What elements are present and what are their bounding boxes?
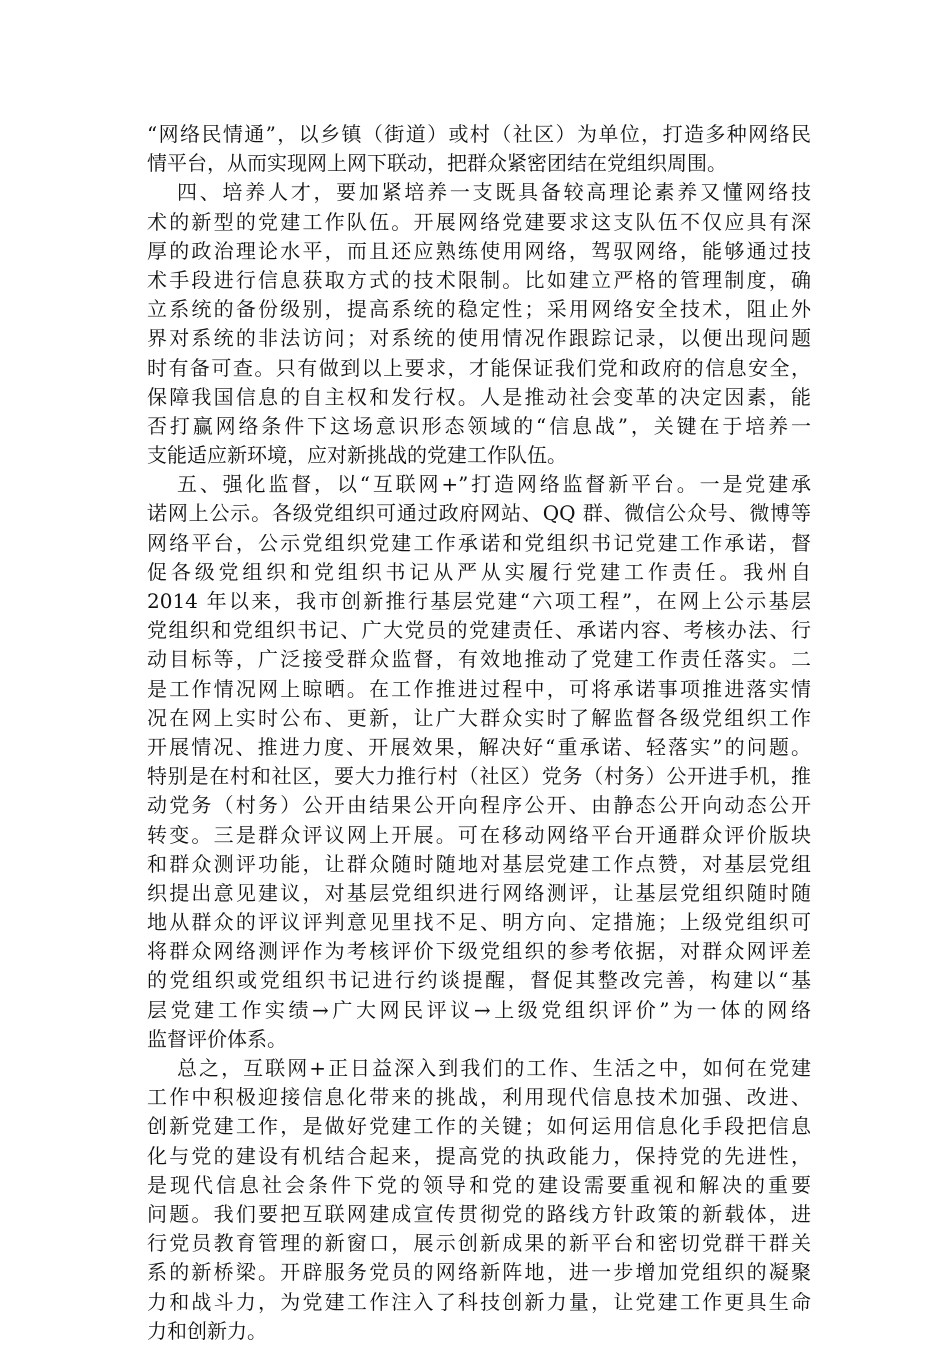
text-line: 转变。三是群众评议网上开展。可在移动网络平台开通群众评价版块 [147,822,811,847]
text-line: 动党务（村务）公开由结果公开向程序公开、由静态公开向动态公开 [147,793,811,818]
text-line: 力和创新力。 [147,1318,267,1343]
text-line: “网络民情通”，以乡镇（街道）或村（社区）为单位，打造多种网络民 [147,122,811,146]
text-line: 织提出意见建议，对基层党组织进行网络测评，让基层党组织随时随 [147,880,811,905]
text-line: 否打赢网络条件下这场意识形态领域的“信息战”，关键在于培养一 [147,413,811,438]
text-line: 行党员教育管理的新窗口，展示创新成果的新平台和密切党群干群关 [147,1231,811,1256]
text-line: 厚的政治理论水平，而且还应熟练使用网络，驾驭网络，能够通过技 [147,238,811,263]
text-line: 和群众测评功能，让群众随时随地对基层党建工作点赞，对基层党组 [147,851,811,876]
text-line: 术的新型的党建工作队伍。开展网络党建要求这支队伍不仅应具有深 [147,209,811,234]
text-line: 四、培养人才，要加紧培养一支既具备较高理论素养又懂网络技 [177,180,811,205]
text-line: 是现代信息社会条件下党的领导和党的建设需要重视和解决的重要 [147,1172,811,1197]
text-line: 网络平台，公示党组织党建工作承诺和党组织书记党建工作承诺，督 [147,530,811,555]
text-line: 监督评价体系。 [147,1026,287,1051]
text-line: 支能适应新环境，应对新挑战的党建工作队伍。 [147,443,567,468]
text-line: 五、强化监督，以“互联网+”打造网络监督新平台。一是党建承 [177,472,811,497]
text-line: 动目标等，广泛接受群众监督，有效地推动了党建工作责任落实。二 [147,647,811,672]
text-line: 地从群众的评议评判意见里找不足、明方向、定措施；上级党组织可 [147,910,811,935]
text-line: 工作中积极迎接信息化带来的挑战，利用现代信息技术加强、改进、 [147,1085,811,1110]
text-line: 将群众网络测评作为考核评价下级党组织的参考依据，对群众网评差 [147,939,811,964]
text-line: 立系统的备份级别，提高系统的稳定性；采用网络安全技术，阻止外 [147,297,811,322]
text-line: 层党建工作实绩→广大网民评议→上级党组织评价”为一体的网络 [147,997,811,1022]
text-line: 创新党建工作，是做好党建工作的关键；如何运用信息化手段把信息 [147,1114,811,1139]
text-line: 保障我国信息的自主权和发行权。人是推动社会变革的决定因素，能 [147,384,811,409]
text-line: 诺网上公示。各级党组织可通过政府网站、QQ 群、微信公众号、微博等 [147,501,811,526]
text-line: 化与党的建设有机结合起来，提高党的执政能力，保持党的先进性， [147,1143,811,1168]
document-body [147,120,811,1346]
text-line: 总之，互联网+正日益深入到我们的工作、生活之中，如何在党建 [177,1056,811,1080]
text-line: 系的新桥梁。开辟服务党员的网络新阵地，进一步增加党组织的凝聚 [147,1260,811,1285]
text-line: 力和战斗力，为党建工作注入了科技创新力量，让党建工作更具生命 [147,1289,811,1314]
text-line: 术手段进行信息获取方式的技术限制。比如建立严格的管理制度，确 [147,267,811,292]
text-line: 开展情况、推进力度、开展效果，解决好“重承诺、轻落实”的问题。 [147,734,811,759]
text-line: 况在网上实时公布、更新，让广大群众实时了解监督各级党组织工作 [147,705,811,730]
text-line: 界对系统的非法访问；对系统的使用情况作跟踪记录，以便出现问题 [147,326,811,351]
text-line: 促各级党组织和党组织书记从严从实履行党建工作责任。我州自 [147,559,811,584]
text-line: 问题。我们要把互联网建成宣传贯彻党的路线方针政策的新载体，进 [147,1201,811,1226]
text-line: 是工作情况网上晾晒。在工作推进过程中，可将承诺事项推进落实情 [147,676,811,701]
text-line: 特别是在村和社区，要大力推行村（社区）党务（村务）公开进手机，推 [147,764,811,789]
text-line: 2014 年以来，我市创新推行基层党建“六项工程”，在网上公示基层 [147,589,811,613]
text-line: 的党组织或党组织书记进行约谈提醒，督促其整改完善，构建以“基 [147,968,811,993]
text-line: 情平台，从而实现网上网下联动，把群众紧密团结在党组织周围。 [147,151,727,176]
text-line: 党组织和党组织书记、广大党员的党建责任、承诺内容、考核办法、行 [147,618,811,643]
text-line: 时有备可查。只有做到以上要求，才能保证我们党和政府的信息安全， [147,355,811,380]
